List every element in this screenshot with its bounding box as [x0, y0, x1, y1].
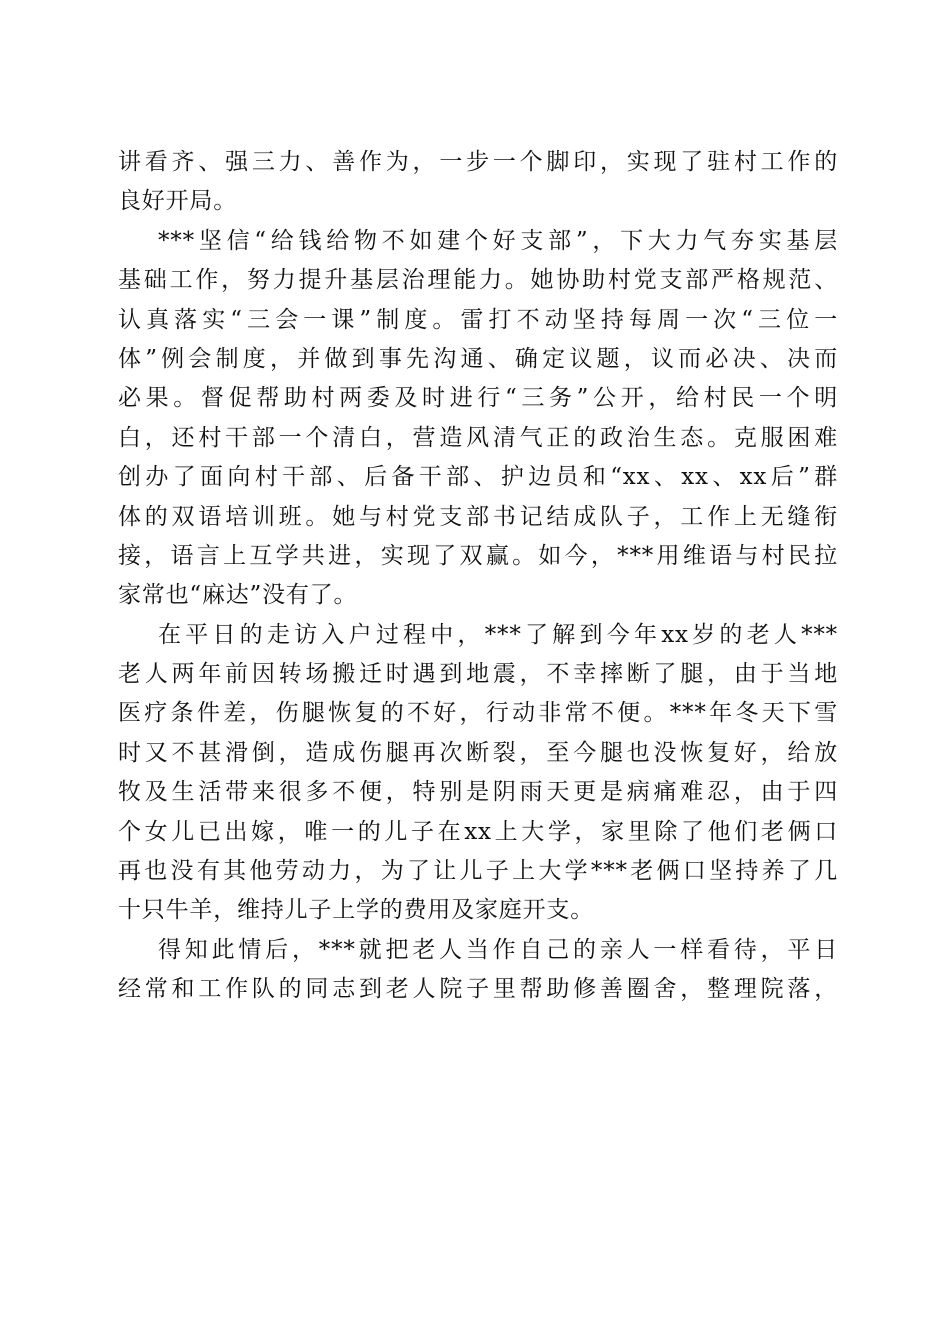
text-line: ***坚信“给钱给物不如建个好支部”，下大力气夯实基层 [158, 227, 838, 254]
text-line: 在平日的走访入户过程中，***了解到今年xx岁的老人*** [158, 621, 838, 648]
text-line: 创办了面向村干部、后备干部、护边员和“xx、xx、xx后”群 [118, 464, 838, 491]
text-line: 个女儿已出嫁，唯一的儿子在xx上大学，家里除了他们老俩口 [118, 818, 838, 845]
text-line: 家常也“麻达”没有了。 [118, 582, 358, 609]
text-line: 老人两年前因转场搬迁时遇到地震，不幸摔断了腿，由于当地 [118, 661, 838, 688]
text-line: 时又不甚滑倒，造成伤腿再次断裂，至今腿也没恢复好，给放 [118, 739, 838, 766]
text-line: 认真落实“三会一课”制度。雷打不动坚持每周一次“三位一 [118, 306, 838, 333]
text-line: 白，还村干部一个清白，营造风清气正的政治生态。克服困难 [118, 424, 838, 451]
text-line: 医疗条件差，伤腿恢复的不好，行动非常不便。***年冬天下雪 [118, 700, 838, 727]
text-line: 接，语言上互学共进，实现了双赢。如今，***用维语与村民拉 [118, 542, 838, 569]
text-line: 必果。督促帮助村两委及时进行“三务”公开，给村民一个明 [118, 385, 838, 412]
text-line: 再也没有其他劳动力，为了让儿子上大学***老俩口坚持养了几 [118, 858, 838, 885]
text-line: 十只牛羊，维持儿子上学的费用及家庭开支。 [118, 897, 594, 924]
text-line: 经常和工作队的同志到老人院子里帮助修善圈舍，整理院落， [118, 976, 838, 1003]
text-line: 得知此情后，***就把老人当作自己的亲人一样看待，平日 [158, 936, 838, 963]
text-line: 牧及生活带来很多不便，特别是阴雨天更是病痛难忍，由于四 [118, 779, 838, 806]
text-line: 体的双语培训班。她与村党支部书记结成队子，工作上无缝衔 [118, 503, 838, 530]
text-line: 讲看齐、强三力、善作为，一步一个脚印，实现了驻村工作的 [118, 149, 838, 175]
document-body [118, 143, 838, 1010]
text-line: 基础工作，努力提升基层治理能力。她协助村党支部严格规范、 [118, 267, 838, 294]
text-line: 良好开局。 [118, 188, 237, 215]
text-line: 体”例会制度，并做到事先沟通、确定议题，议而必决、决而 [118, 345, 838, 372]
